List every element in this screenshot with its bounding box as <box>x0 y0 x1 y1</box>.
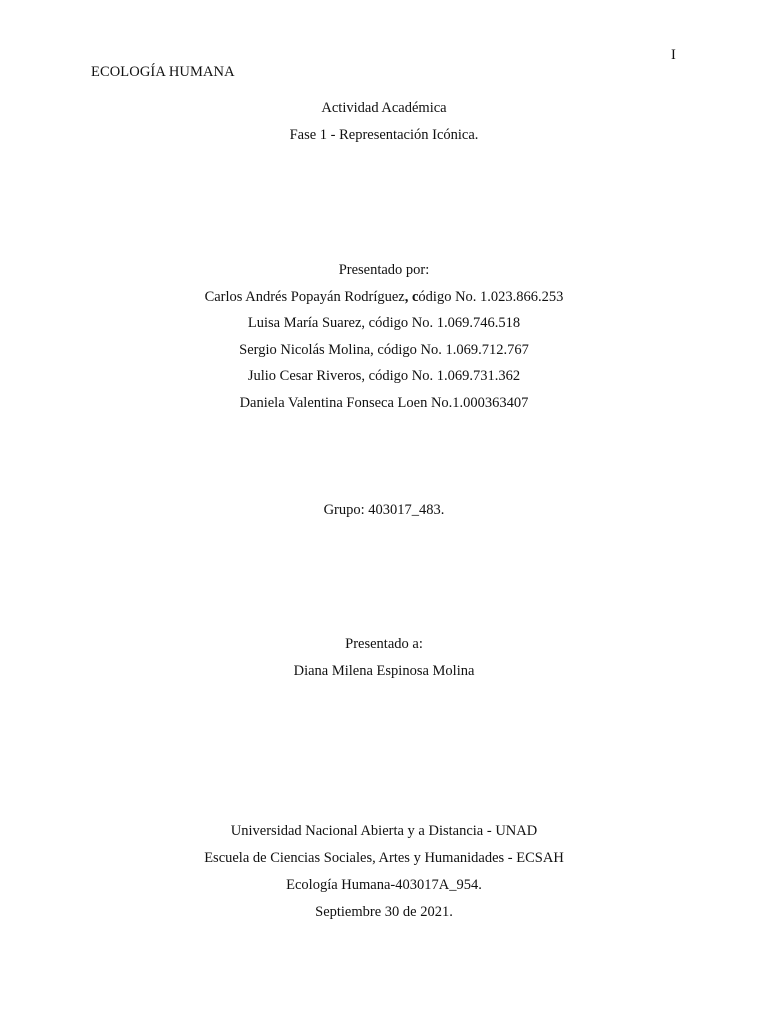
document-date: Septiembre 30 de 2021. <box>315 904 453 920</box>
group-line: Grupo: 403017_483. <box>323 502 445 518</box>
presented-to-label: Presentado a: <box>345 636 423 652</box>
author-1-name: Carlos Andrés Popayán Rodríguez <box>204 289 405 305</box>
author-3: Sergio Nicolás Molina, código No. 1.069.712.767 <box>239 342 529 358</box>
presented-by-label: Presentado por: <box>338 262 430 278</box>
recipient-name: Diana Milena Espinosa Molina <box>293 663 475 679</box>
phase-title: Fase 1 - Representación Icónica. <box>289 127 479 143</box>
author-4: Julio Cesar Riveros, código No. 1.069.731.362 <box>247 368 521 384</box>
page-number: I <box>671 47 676 63</box>
course-code: Ecología Humana-403017A_954. <box>286 877 482 893</box>
activity-title: Actividad Académica <box>321 100 447 116</box>
author-1 <box>0 288 768 306</box>
running-head: ECOLOGÍA HUMANA <box>91 64 235 80</box>
author-2: Luisa María Suarez, código No. 1.069.746.518 <box>247 315 521 331</box>
author-1-code: ódigo No. 1.023.866.253 <box>418 289 564 305</box>
author-5: Daniela Valentina Fonseca Loen No.1.000363407 <box>239 395 529 411</box>
author-1-code-initial: c <box>411 289 419 305</box>
university-name: Universidad Nacional Abierta y a Distancia - UNAD <box>230 823 538 839</box>
school-name: Escuela de Ciencias Sociales, Artes y Humanidades - ECSAH <box>204 850 564 866</box>
author-1-comma: , <box>404 289 409 305</box>
